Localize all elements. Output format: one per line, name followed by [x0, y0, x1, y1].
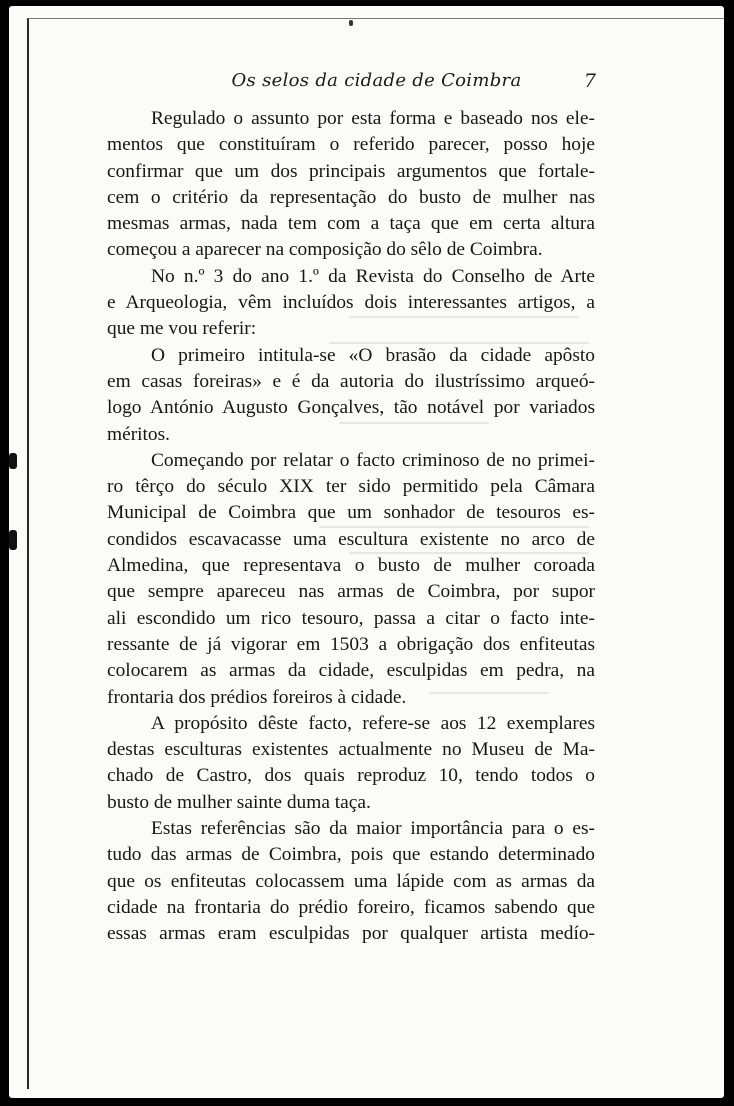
text-line: frontaria dos prédios foreiros à cidade.: [107, 686, 407, 708]
text-line: No n.º 3 do ano 1.º da Revista do Conselho de Arte: [151, 265, 595, 287]
edge-mark: [9, 530, 17, 550]
text-line: cidade na frontaria do prédio foreiro, ficamos sabendo que: [107, 896, 595, 918]
text-line: em casas foreiras» e é da autoria do ilustríssimo arqueó-: [107, 370, 595, 392]
text-line: destas esculturas existentes actualmente no Museu de Ma-: [107, 739, 595, 761]
text-line: ali escondido um rico tesouro, passa a citar o facto inte-: [107, 607, 595, 629]
ink-speck: [349, 20, 353, 26]
text-line: mentos que constituíram o referido parecer, posso hoje: [107, 134, 595, 156]
text-line: confirmar que um dos principais argumentos que fortale-: [107, 160, 595, 182]
text-line: e Arqueologia, vêm incluídos dois interessantes artigos, a: [107, 292, 595, 314]
running-title: Os selos da cidade de Coimbra: [231, 70, 522, 91]
page-number: 7: [583, 70, 596, 92]
text-line: méritos.: [107, 423, 171, 445]
text-line: Começando por relatar o facto criminoso de no primei-: [151, 449, 595, 471]
text-line: essas armas eram esculpidas por qualquer artista medío-: [107, 923, 595, 945]
edge-mark: [9, 453, 17, 469]
text-line: que sempre apareceu nas armas de Coimbra, por supor: [107, 581, 595, 603]
text-line: condidos escavacasse uma escultura existente no arco de: [107, 528, 595, 550]
text-line: que os enfiteutas colocassem uma lápide com as armas da: [107, 870, 595, 892]
text-line: logo António Augusto Gonçalves, tão notável por variados: [107, 397, 595, 419]
text-line: tudo das armas de Coimbra, pois que estando determinado: [107, 844, 595, 866]
text-line: ressante de já vigorar em 1503 a obrigação dos enfiteutas: [107, 633, 595, 655]
text-line: mesmas armas, nada tem com a taça que em certa altura: [107, 213, 595, 235]
text-line: chado de Castro, dos quais reproduz 10, tendo todos o: [107, 765, 595, 787]
text-line: busto de mulher sainte duma taça.: [107, 791, 371, 813]
body-text: [107, 106, 595, 948]
text-line: colocarem as armas da cidade, esculpidas em pedra, na: [107, 660, 595, 682]
text-line: O primeiro intitula-se «O brasão da cidade apôsto: [151, 344, 595, 366]
text-line: Municipal de Coimbra que um sonhador de tesouros es-: [107, 502, 595, 524]
text-line: Regulado o assunto por esta forma e baseado nos ele-: [151, 108, 595, 129]
text-line: começou a aparecer na composição do sêlo de Coimbra.: [107, 239, 543, 261]
book-page: [9, 6, 724, 1098]
text-line: que me vou referir:: [107, 318, 257, 340]
text-line: A propósito dêste facto, refere-se aos 12 exemplares: [151, 712, 595, 734]
text-line: Estas referências são da maior importância para o es-: [151, 818, 595, 840]
text-line: cem o critério da representação do busto de mulher nas: [107, 186, 595, 208]
text-line: ro têrço do século XIX ter sido permitido pela Câmara: [107, 476, 595, 498]
page-header: [29, 70, 724, 94]
text-line: Almedina, que representava o busto de mulher coroada: [107, 555, 595, 577]
